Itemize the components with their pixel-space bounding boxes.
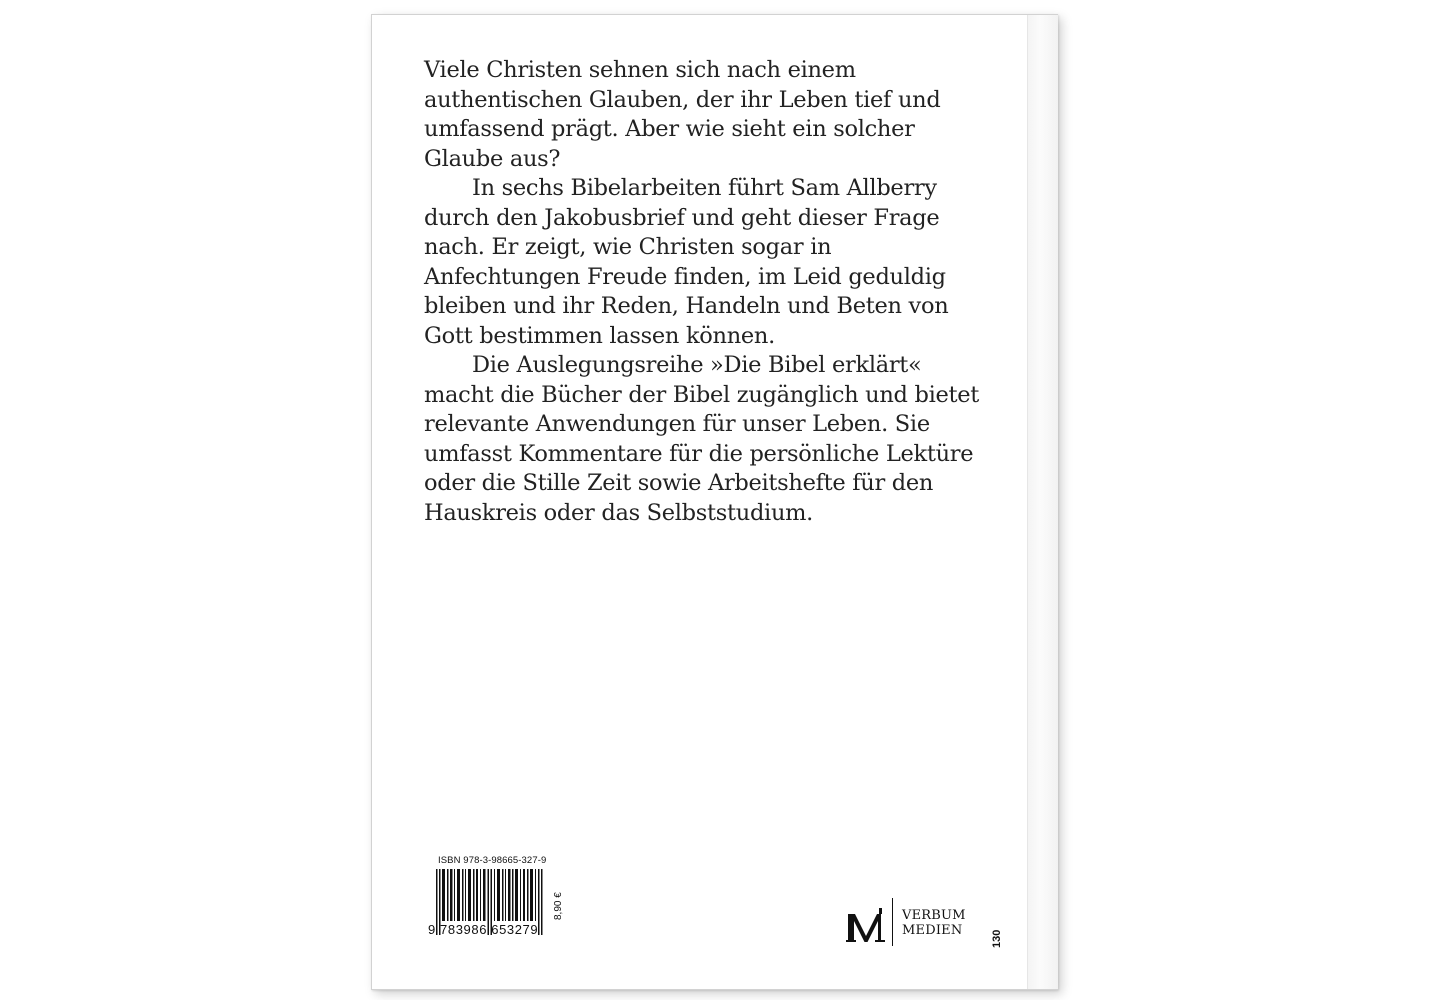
barcode-digits: 9 783986 653279	[428, 922, 539, 937]
publisher-line-1: VERBUM	[902, 908, 966, 923]
verbum-medien-logo-icon	[846, 904, 886, 948]
isbn-label: ISBN 978-3-98665-327-9	[438, 855, 547, 866]
book-back-cover	[371, 14, 1058, 990]
logo-divider	[892, 898, 893, 946]
spine-number: 130	[991, 929, 1003, 948]
blurb-text	[424, 56, 984, 528]
blurb-paragraph-1: Viele Christen sehnen sich nach einem authentischen Glauben, der ihr Leben tief und umfassend prägt. Aber wie sieht ein solcher Glaube aus?	[424, 57, 941, 172]
price-label: 8,90 €	[553, 892, 564, 920]
publisher-line-2: MEDIEN	[902, 923, 963, 938]
blurb-paragraph-2: In sechs Bibelarbeiten führt Sam Allberry durch den Jakobusbrief und geht dieser Frage nach. Er zeigt, wie Christen sogar in Anfechtungen Freude finden, im Leid geduldig bleiben und ihr Reden, Handeln und Beten von Gott bestimmen lassen können.	[424, 175, 949, 349]
publisher-name	[902, 908, 966, 938]
blurb-paragraph-3: Die Auslegungsreihe »Die Bibel erklärt« macht die Bücher der Bibel zugänglich und bietet relevante Anwendungen für unser Leben. Sie umfasst Kommentare für die persönliche Lektüre oder die Stille Zeit sowie Arbeitshefte für den Hauskreis oder das Selbststudium.	[424, 352, 980, 526]
book-spine-edge	[1027, 15, 1058, 989]
